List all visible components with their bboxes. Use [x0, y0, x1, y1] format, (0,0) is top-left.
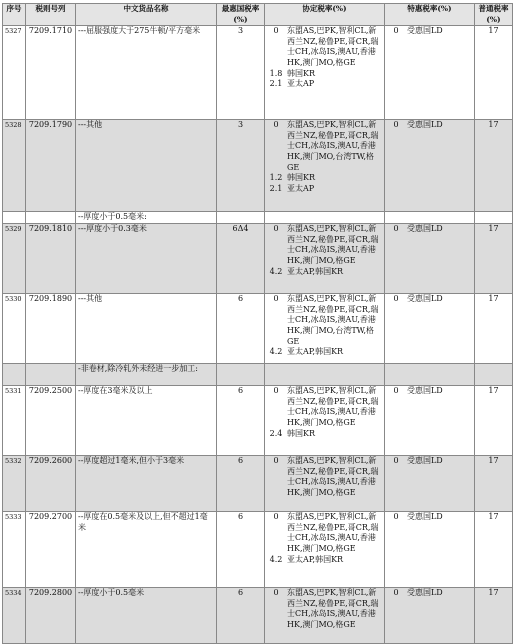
seq-cell: 5332	[3, 456, 26, 512]
agreement-rate-line	[265, 79, 384, 90]
seq-cell: 5331	[3, 386, 26, 456]
special-rate-value: 0	[393, 224, 399, 234]
agreement-rate-line	[265, 456, 384, 498]
special-rate-cell	[385, 588, 475, 644]
general-rate-cell: 17	[475, 26, 513, 120]
agreement-rate-line	[265, 69, 384, 80]
special-rate-country: 受惠国LD	[407, 456, 443, 466]
special-rate-cell	[385, 364, 475, 386]
special-rate-cell	[385, 120, 475, 212]
special-rate-line	[385, 224, 474, 235]
agreement-rate-value: 0	[273, 456, 279, 466]
description-cell: --厚度在0.5毫米及以上,但不超过1毫米	[76, 512, 217, 588]
header-agreement: 协定税率(%)	[265, 4, 385, 26]
description-cell: --厚度在3毫米及以上	[76, 386, 217, 456]
special-rate-country: 受惠国LD	[407, 588, 443, 598]
agreement-rate-countries: 亚太AP,韩国KR	[287, 554, 344, 564]
tariff-code-cell: 7209.2500	[26, 386, 76, 456]
description-cell: -非卷材,除冷轧外未经进一步加工:	[76, 364, 217, 386]
tariff-code-cell: 7209.1790	[26, 120, 76, 212]
mfn-rate-cell: 6	[217, 588, 265, 644]
agreement-rate-countries: 韩国KR	[287, 68, 315, 78]
agreement-rate-line	[265, 294, 384, 347]
agreement-rate-value: 1.2	[269, 173, 283, 183]
general-rate-cell: 17	[475, 588, 513, 644]
description-cell: --厚度超过1毫米,但小于3毫米	[76, 456, 217, 512]
tariff-code-cell: 7209.1890	[26, 294, 76, 364]
agreement-rate-line	[265, 588, 384, 630]
special-rate-country: 受惠国LD	[407, 26, 443, 36]
general-rate-cell: 17	[475, 120, 513, 212]
agreement-rate-value: 2.4	[269, 428, 283, 438]
special-rate-line	[385, 588, 474, 599]
special-rate-country: 受惠国LD	[407, 120, 443, 130]
agreement-rate-line	[265, 267, 384, 278]
agreement-rate-value: 0	[273, 120, 279, 130]
mfn-rate-cell: 6	[217, 294, 265, 364]
special-rate-line	[385, 26, 474, 37]
special-rate-country: 受惠国LD	[407, 224, 443, 234]
special-rate-country: 受惠国LD	[407, 386, 443, 396]
special-rate-value: 0	[393, 512, 399, 522]
agreement-rate-countries: 东盟AS,巴PK,智利CL,新西兰NZ,秘鲁PE,哥CR,瑞士CH,冰岛IS,澳AU,香港HK,澳门MO,台湾TW,格GE	[287, 120, 379, 172]
agreement-rate-value: 4.2	[269, 347, 283, 357]
mfn-rate-cell: 6	[217, 456, 265, 512]
agreement-rate-cell	[265, 386, 385, 456]
general-rate-cell	[475, 364, 513, 386]
header-desc: 中文货品名称	[76, 4, 217, 26]
agreement-rate-line	[265, 512, 384, 554]
tariff-code-cell: 7209.2600	[26, 456, 76, 512]
header-seq: 序号	[3, 4, 26, 26]
header-special: 特惠税率(%)	[385, 4, 475, 26]
special-rate-value: 0	[393, 294, 399, 304]
agreement-rate-countries: 亚太AP	[287, 183, 315, 193]
agreement-rate-countries: 东盟AS,巴PK,智利CL,新西兰NZ,秘鲁PE,哥CR,瑞士CH,冰岛IS,澳AU,香港HK,澳门MO,格GE	[287, 26, 379, 67]
agreement-rate-countries: 东盟AS,巴PK,智利CL,新西兰NZ,秘鲁PE,哥CR,瑞士CH,冰岛IS,澳AU,香港HK,澳门MO,台湾TW,格GE	[287, 294, 379, 346]
agreement-rate-cell	[265, 294, 385, 364]
agreement-rate-countries: 亚太AP	[287, 79, 315, 89]
special-rate-country: 受惠国LD	[407, 512, 443, 522]
table-row	[3, 588, 513, 644]
special-rate-line	[385, 386, 474, 397]
agreement-rate-line	[265, 386, 384, 428]
agreement-rate-value: 0	[273, 224, 279, 234]
agreement-rate-countries: 东盟AS,巴PK,智利CL,新西兰NZ,秘鲁PE,哥CR,瑞士CH,冰岛IS,澳AU,香港HK,澳门MO,格GE	[287, 588, 379, 629]
general-rate-cell: 17	[475, 456, 513, 512]
description-cell: --厚度小于0.5毫米:	[76, 212, 217, 224]
table-body	[3, 26, 513, 644]
agreement-rate-cell	[265, 224, 385, 294]
agreement-rate-line	[265, 224, 384, 266]
agreement-rate-countries: 东盟AS,巴PK,智利CL,新西兰NZ,秘鲁PE,哥CR,瑞士CH,冰岛IS,澳AU,香港HK,澳门MO,格GE	[287, 512, 379, 553]
special-rate-cell	[385, 512, 475, 588]
seq-cell: 5328	[3, 120, 26, 212]
tariff-code-cell: 7209.1810	[26, 224, 76, 294]
description-cell: ---其他	[76, 120, 217, 212]
agreement-rate-countries: 韩国KR	[287, 173, 315, 183]
table-row	[3, 26, 513, 120]
mfn-rate-cell	[217, 212, 265, 224]
agreement-rate-cell	[265, 456, 385, 512]
special-rate-value: 0	[393, 120, 399, 130]
table-row	[3, 212, 513, 224]
agreement-rate-value: 0	[273, 588, 279, 598]
agreement-rate-value: 0	[273, 26, 279, 36]
special-rate-cell	[385, 294, 475, 364]
table-row	[3, 224, 513, 294]
special-rate-cell	[385, 386, 475, 456]
special-rate-cell	[385, 456, 475, 512]
description-cell: ---厚度小于0.3毫米	[76, 224, 217, 294]
agreement-rate-countries: 东盟AS,巴PK,智利CL,新西兰NZ,秘鲁PE,哥CR,瑞士CH,冰岛IS,澳AU,香港HK,澳门MO,格GE	[287, 386, 379, 427]
seq-cell: 5329	[3, 224, 26, 294]
special-rate-value: 0	[393, 386, 399, 396]
seq-cell	[3, 364, 26, 386]
agreement-rate-value: 0	[273, 512, 279, 522]
agreement-rate-cell	[265, 120, 385, 212]
special-rate-value: 0	[393, 456, 399, 466]
table-row	[3, 512, 513, 588]
general-rate-cell: 17	[475, 386, 513, 456]
mfn-rate-cell: 6Δ4	[217, 224, 265, 294]
agreement-rate-cell	[265, 588, 385, 644]
special-rate-line	[385, 294, 474, 305]
seq-cell	[3, 212, 26, 224]
mfn-rate-cell: 3	[217, 26, 265, 120]
agreement-rate-line	[265, 429, 384, 440]
agreement-rate-value: 4.2	[269, 266, 283, 276]
agreement-rate-cell	[265, 512, 385, 588]
agreement-rate-countries: 东盟AS,巴PK,智利CL,新西兰NZ,秘鲁PE,哥CR,瑞士CH,冰岛IS,澳AU,香港HK,澳门MO,格GE	[287, 224, 379, 265]
header-row	[3, 4, 513, 26]
special-rate-cell	[385, 224, 475, 294]
agreement-rate-countries: 亚太AP,韩国KR	[287, 266, 344, 276]
table-row	[3, 386, 513, 456]
special-rate-cell	[385, 26, 475, 120]
tariff-code-cell: 7209.1710	[26, 26, 76, 120]
seq-cell: 5327	[3, 26, 26, 120]
special-rate-line	[385, 456, 474, 467]
special-rate-cell	[385, 212, 475, 224]
header-base: 最惠国税率(%)	[217, 4, 265, 26]
description-cell: ---其他	[76, 294, 217, 364]
description-cell: ---屈服强度大于275牛顿/平方毫米	[76, 26, 217, 120]
agreement-rate-cell	[265, 364, 385, 386]
agreement-rate-value: 1.8	[269, 68, 283, 78]
tariff-code-cell: 7209.2700	[26, 512, 76, 588]
table-row	[3, 120, 513, 212]
tariff-code-cell: 7209.2800	[26, 588, 76, 644]
table-row	[3, 364, 513, 386]
special-rate-line	[385, 120, 474, 131]
seq-cell: 5334	[3, 588, 26, 644]
general-rate-cell: 17	[475, 512, 513, 588]
agreement-rate-line	[265, 173, 384, 184]
agreement-rate-countries: 亚太AP,韩国KR	[287, 347, 344, 357]
table-row	[3, 294, 513, 364]
mfn-rate-cell: 3	[217, 120, 265, 212]
header-code: 税则号列	[26, 4, 76, 26]
agreement-rate-countries: 东盟AS,巴PK,智利CL,新西兰NZ,秘鲁PE,哥CR,瑞士CH,冰岛IS,澳AU,香港HK,澳门MO,格GE	[287, 456, 379, 497]
seq-cell: 5333	[3, 512, 26, 588]
agreement-rate-value: 2.1	[269, 79, 283, 89]
mfn-rate-cell: 6	[217, 512, 265, 588]
header-ord: 普通税率(%)	[475, 4, 513, 26]
agreement-rate-cell	[265, 26, 385, 120]
agreement-rate-line	[265, 120, 384, 173]
agreement-rate-value: 0	[273, 294, 279, 304]
agreement-rate-line	[265, 347, 384, 358]
agreement-rate-value: 2.1	[269, 183, 283, 193]
tariff-code-cell	[26, 364, 76, 386]
mfn-rate-cell: 6	[217, 386, 265, 456]
special-rate-country: 受惠国LD	[407, 294, 443, 304]
agreement-rate-value: 4.2	[269, 554, 283, 564]
agreement-rate-cell	[265, 212, 385, 224]
agreement-rate-line	[265, 26, 384, 68]
seq-cell: 5330	[3, 294, 26, 364]
tariff-table	[2, 3, 513, 644]
agreement-rate-value: 0	[273, 386, 279, 396]
agreement-rate-countries: 韩国KR	[287, 428, 315, 438]
special-rate-value: 0	[393, 588, 399, 598]
agreement-rate-line	[265, 555, 384, 566]
tariff-code-cell	[26, 212, 76, 224]
agreement-rate-line	[265, 184, 384, 195]
special-rate-line	[385, 512, 474, 523]
table-row	[3, 456, 513, 512]
description-cell: --厚度小于0.5毫米	[76, 588, 217, 644]
mfn-rate-cell	[217, 364, 265, 386]
special-rate-value: 0	[393, 26, 399, 36]
general-rate-cell	[475, 212, 513, 224]
general-rate-cell: 17	[475, 294, 513, 364]
general-rate-cell: 17	[475, 224, 513, 294]
